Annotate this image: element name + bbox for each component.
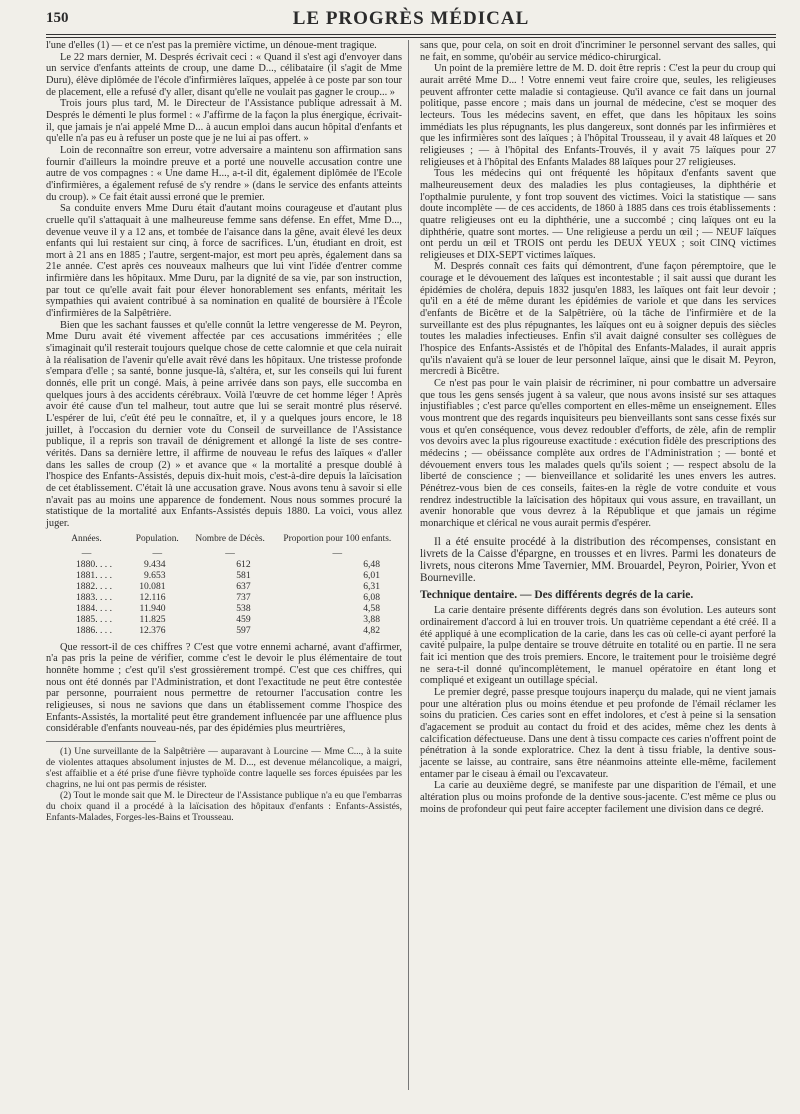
cell-year: 1882. . . . [76, 580, 112, 592]
table-row [46, 559, 402, 570]
col-header-deaths: Nombre de Décès. [195, 533, 265, 544]
table-header-row [46, 534, 402, 548]
cell-population: 11.940 [139, 602, 166, 614]
page-header [46, 8, 776, 34]
column-divider [408, 40, 409, 1090]
cell-deaths: 612 [236, 558, 251, 570]
table-row [46, 614, 402, 625]
col-header-year: Années. [71, 533, 102, 544]
cell-year: 1884. . . . [76, 602, 112, 614]
col-header-proportion: Proportion pour 100 enfants. [283, 533, 392, 544]
cell-population: 9.434 [143, 558, 166, 570]
footnote-2: (2) Tout le monde sait que M. le Directeur de l'Assistance publique n'a eu que l'embarras du choix quand il a procédé à la laïcisation des hôpitaux d'enfants : Enfants-Assistés, Enfants-Malades, Forges-les-Bains et Trousseau. [46, 789, 402, 823]
table-dash-row [46, 548, 402, 559]
cell-year: 1880. . . . [76, 558, 112, 570]
paragraph: Loin de reconnaître son erreur, votre adversaire a maintenu son affirmation sans fournir d'ailleurs la moindre preuve et a porté une nouvelle accusation contre une autre de vos compagnes : « Une dame H..., a-t-il dit, également diplômée de l'Ecole d'infirmières, a également refusé de s'y rendre » (dans le service des enfants atteints du croup). » Ce fait était aussi erroné que le premier. [46, 144, 402, 203]
cell-year: 1885. . . . [76, 613, 112, 625]
paragraph: M. Després connaît ces faits qui démontrent, d'une façon péremptoire, que le courage et le dévouement des laïques est incontestable ; il sait aussi que durant les épidémies de choléra, depuis 1832 jusqu'en 1883, les laïques ont fait leur devoir ; qu'il en a été de même durant les épidémies de variole et que dans les services d'enfants de Bicêtre et de la Salpêtrière, où la tâche de l'infirmière et de la surveillante est des plus répugnantes, les laïques ont eu à soigner depuis des siècles toutes les maladies infectieuses. Enfin s'il avait daigné consulter ses collègues de l'hospice des Enfants-Assistés et de l'hôpital des Enfants-Malades, il aurait appris qu'ils n'avaient qu'à se louer de leur personnel laïque, ainsi que le disait M. Peyron, mercredi à Bicêtre. [420, 261, 776, 378]
right-column [420, 40, 776, 815]
paragraph: Le premier degré, passe presque toujours inaperçu du malade, qui ne vient jamais pour une altération plus ou moins étendue et peu profonde de l'émail réclamer les soins du praticien. Ces caries sont en effet indolores, et c'est à peine si la sensation d'agacement se produit au contact du froid et des acides, même chez les dents à calcification défectueuse. Dans une dent à tissu compacte ces caries n'offrent point de pénétration à la sonde exploratrice. Chez la dent à tissu friable, la dentive sous-jacente se laisse, au contraire, sans être néanmoins atteinte elle-même, facilement entamer par le ciseau à émail ou l'excavateur. [420, 687, 776, 780]
cell-deaths: 538 [236, 602, 251, 614]
cell-population: 9.653 [143, 569, 166, 581]
cell-proportion: 6,01 [363, 569, 380, 581]
table-row [46, 570, 402, 581]
cell-population: 11.825 [139, 613, 166, 625]
cell-deaths: 637 [236, 580, 251, 592]
awards-paragraph: Il a été ensuite procédé à la distribution des récompenses, consistant en livrets de la Caisse d'épargne, en trousses et en livres. Parmi les donateurs de livrets, nous citerons Mme Tavernier, MM. Brouardel, Peyron, Poirier, Yvon et Bourneville. [420, 535, 776, 585]
cell-year: 1883. . . . [76, 591, 112, 603]
paragraph: l'une d'elles (1) — et ce n'est pas la première victime, un dénoue-ment tragique. [46, 40, 377, 51]
paragraph: sans que, pour cela, on soit en droit d'incriminer le personnel servant des salles, qui ne fait, en somme, qu'obéir au service médico-chirurgical. [420, 40, 776, 63]
table-row [46, 625, 402, 636]
header-rule-thin [46, 37, 776, 38]
table-row [46, 603, 402, 614]
col-header-population: Population. [135, 533, 179, 544]
cell-population: 10.081 [139, 580, 166, 592]
cell-population: 12.376 [139, 624, 166, 636]
cell-deaths: 597 [236, 624, 251, 636]
paragraph: Trois jours plus tard, M. le Directeur de l'Assistance publique adressait à M. Després le démenti le plus formel : « J'affirme de la façon la plus énergique, écrivait-il, que jamais je n'ai appelé Mme D... à aucun emploi dans aucun hôpital d'enfants et qu'elle n'a pas eu à refuser un poste que je ne lui ai pas offert. » [46, 98, 402, 145]
cell-population: 12.116 [139, 591, 166, 603]
paragraph: Ce n'est pas pour le vain plaisir de récriminer, ni pour combattre un adversaire que tous les gens sensés jugent à sa valeur, que nous avons insisté sur ses attaques injustifiables ; c'est parce qu'elles comportent en elles-même un enseignement. Elles vous montrent que des regards inquisiteurs peu bienveillants sont sans cesse fixés sur vous et qu'en conséquence, vous devez redoubler d'efforts, de zèle, afin de remplir vos devoirs avec la plus rigoureuse exactitude : exécution fidèle des prescriptions des médecins ; — obéissance complète aux ordres de l'Administration ; — bonté et dévouement envers tous les malades quels qu'ils soient ; — respect absolu de la liberté de conscience ; — bienveillance et solidarité les unes envers les autres. Pénétrez-vous bien de ces conseils, faites-en la règle de votre conduite et vous rendrez indestructible la laïcisation des hôpitaux qui vous assure, en travaillant, un avenir honorable que vous devrez à la République et que jamais un régime monarchique et clérical ne vous aurait permis d'espérer. [420, 378, 776, 529]
table-row [46, 581, 402, 592]
cell-deaths: 581 [236, 569, 251, 581]
cell-year: 1881. . . . [76, 569, 112, 581]
section-title: Technique dentaire. — Des différents degrés de la carie. [420, 588, 694, 601]
mortality-table [46, 534, 402, 636]
footnote-1: (1) Une surveillante de la Salpêtrière — auparavant à Lourcine — Mme C..., à la suite de violentes attaques absolument injustes de M. D..., est devenue mélancolique, a maigri, s'est affaiblie et a été prise d'une fièvre typhoïde contre laquelle ses forces épuisées par les chagrins, ne lui ont pas permis de résister. [46, 745, 402, 790]
paragraph: Que ressort-il de ces chiffres ? C'est que votre ennemi acharné, avant d'affirmer, n'a pas pris la peine de vérifier, comme c'est le devoir le plus élémentaire de tout honnête homme ; c'est qu'il s'est grossièrement trompé. C'est que ces chiffres, qui nous ont été donnés par l'Administration, et dont l'exactitude ne peut être contestée par personne, pourraient nous permettre de retourner l'accusation contre les religieuses, si nous ne savions que dans un établissement comme l'hospice des Enfants-Assistés, la mortalité peut être grandement influencée par une affluence plus considérable d'enfants nouveau-nés, par des épidémies plus meurtrières, [46, 641, 402, 735]
dash: — [332, 547, 343, 559]
paragraph: Sa conduite envers Mme Duru était d'autant moins courageuse et d'autant plus cruelle qu'il s'attaquait à une malheureuse femme sans défense. En effet, Mme D..., devenue veuve il y a 12 ans, et tombée de l'aisance dans la gêne, avait élevé les deux enfants qui lui restaient sur cinq, à force de sacrifices. L'un, étudiant en droit, est mort à 21 ans en 1885 ; l'autre, sergent-major, est mort peu après, également dans sa 21e année. C'est après ces nouveaux malheurs que lui vint l'idée d'entrer comme infirmière dans les hôpitaux. Mme Duru, par la dignité de sa vie, par son instruction, par tout ce qu'elle avait fait pour élever honorablement ses enfants, méritait les sympathies qui avaient contribué à sa nomination en qualité de boursière à l'École d'infirmières de la Salpêtrière. [46, 203, 402, 320]
cell-proportion: 4,58 [363, 602, 380, 614]
cell-proportion: 6,08 [363, 591, 380, 603]
cell-proportion: 6,48 [363, 558, 380, 570]
dash: — [152, 547, 163, 559]
footnote-rule [46, 741, 156, 742]
dash: — [81, 547, 92, 559]
journal-title: LE PROGRÈS MÉDICAL [292, 8, 530, 29]
left-column [46, 40, 402, 823]
table-row [46, 592, 402, 603]
page-number: 150 [46, 10, 69, 26]
paragraph: Tous les médecins qui ont fréquenté les hôpitaux d'enfants savent que malheureusement deux des maladies les plus contagieuses, la diphthérie et l'opthalmie purulente, y font trop souvent des victimes. Voici la statistique — sans doute incomplète — de ces accidents, de 1860 à 1885 dans ces trois établissements : quatre religieuses ont eu la diphthérie, une a succombé ; cinq laïques ont eu la diphthérie, quatre sont mortes. — Une religieuse a perdu un œil ; — NEUF laïques ont perdu un œil et TROIS ont perdu les DEUX YEUX ; soit CINQ victimes religieuses et DIX-SEPT victimes laïques. [420, 168, 776, 261]
cell-proportion: 3,88 [363, 613, 380, 625]
paragraph: La carie dentaire présente différents degrés dans son évolution. Les auteurs sont ordinairement d'accord à lui en trouver trois. Un quatrième cependant a été créé. Il a été appliqué à une ecomplication de la carie, dans les cas où celle-ci ayant perforé la cavité pulpaire, la pulpe dentaire se trouve détruite en totalité ou en partie. Il ne sera fait ici mention que des trois premiers. Encore, le traitement pour le troisième degré ne sera-t-il donné qu'incomplètement, le manuel opératoire en étant long et compliqué et exigeant un outillage spécial. [420, 605, 776, 687]
cell-year: 1886. . . . [76, 624, 112, 636]
dash: — [225, 547, 235, 559]
footnotes [46, 746, 402, 823]
header-rule [46, 34, 776, 35]
cell-deaths: 737 [236, 591, 251, 603]
cell-deaths: 459 [236, 613, 251, 625]
paragraph: Un point de la première lettre de M. D. doit être repris : C'est la peur du croup qui aurait arrêté Mme D... ! Votre ennemi veut faire croire que, seules, les religieuses peuvent affronter cette maladie si contagieuse. Qu'il avance ce fait dans un journal politique, passe encore ; mais dans un journal de médecine, c'est se moquer des lecteurs. Tous les médecins savent, en effet, que dans les hôpitaux les soins immédiats les plus répugnants, les plus dangereux, sont donnés par les infirmières et que les infirmières sont des laïques ; à l'hôpital Trousseau, il y avait 48 laïques et 20 religieuses ; — à l'hôpital des Enfants-Trouvés, il y avait 75 laïques pour 27 religieuses et à l'hôpital des Enfants Malades 88 laïques pour 27 religieuses. [420, 63, 776, 168]
cell-proportion: 4,82 [363, 624, 380, 636]
paragraph: Bien que les sachant fausses et qu'elle connût la lettre vengeresse de M. Peyron, Mme Duru avait été vivement affectée par ces accusations imméritées ; elle s'imaginait qu'il resterait toujours quelque chose de cette calomnie et que cela nuirait à la réalisation de l'avenir qu'elle avait rêvé dans les hôpitaux. Une tristesse profonde s'empara d'elle ; sa santé, bonne jusque-là, s'altéra, et, sur les conseils qui lui furent donnés, elle prit un congé. Mais, à peine arrivée dans son pays, elle succomba en quelques jours à des accidents cérébraux. Voilà l'œuvre de cet homme léger ! Après avoir été cause d'un tel malheur, tout autre que lui se serait montré plus réservé. L'espérer de lui, c'eût été peu le connaître, et, il y a quelques jours encore, le 18 juillet, à l'occasion du dernier vote du Conseil de surveillance de l'Assistance publique, il a repris son travail de dénigrement et allongé la liste de ses contre-vérités. Dans sa dernière lettre, il affirme de nouveau le refus des laïques « d'aller dans les salles de croup (2) » et avance que « la mortalité a presque doublé à l'hospice des Enfants-Assistés, depuis dix-huit mois, c'est-à-dire depuis la laïcisation de cet établissement. C'était là une accusation grave. Nous avons tenu à savoir si elle n'avait pas au moins une apparence de fondement. Nous nous sommes procuré la statistique de la mortalité aux Enfants-Assistés depuis 1880. La voici, vous allez juger. [46, 319, 402, 529]
paragraph: La carie au deuxième degré, se manifeste par une disparition de l'émail, et une altération plus ou moins profonde de la dentive sous-jacente. C'est même ce plus ou moins de profondeur qui peut faire accepter facilement une division dans ce degré. [420, 780, 776, 815]
cell-proportion: 6,31 [363, 580, 380, 592]
paragraph: Le 22 mars dernier, M. Després écrivait ceci : « Quand il s'est agi d'envoyer dans un service d'enfants atteints de croup, une dame D..., célibataire (il s'agit de Mme Duru), élève diplômée de l'école d'infirmières laïques, appelée à ce poste par son tour de placement, elle a refusé d'y aller, disant qu'elle ne voulait pas gagner le croup... » [46, 51, 402, 98]
